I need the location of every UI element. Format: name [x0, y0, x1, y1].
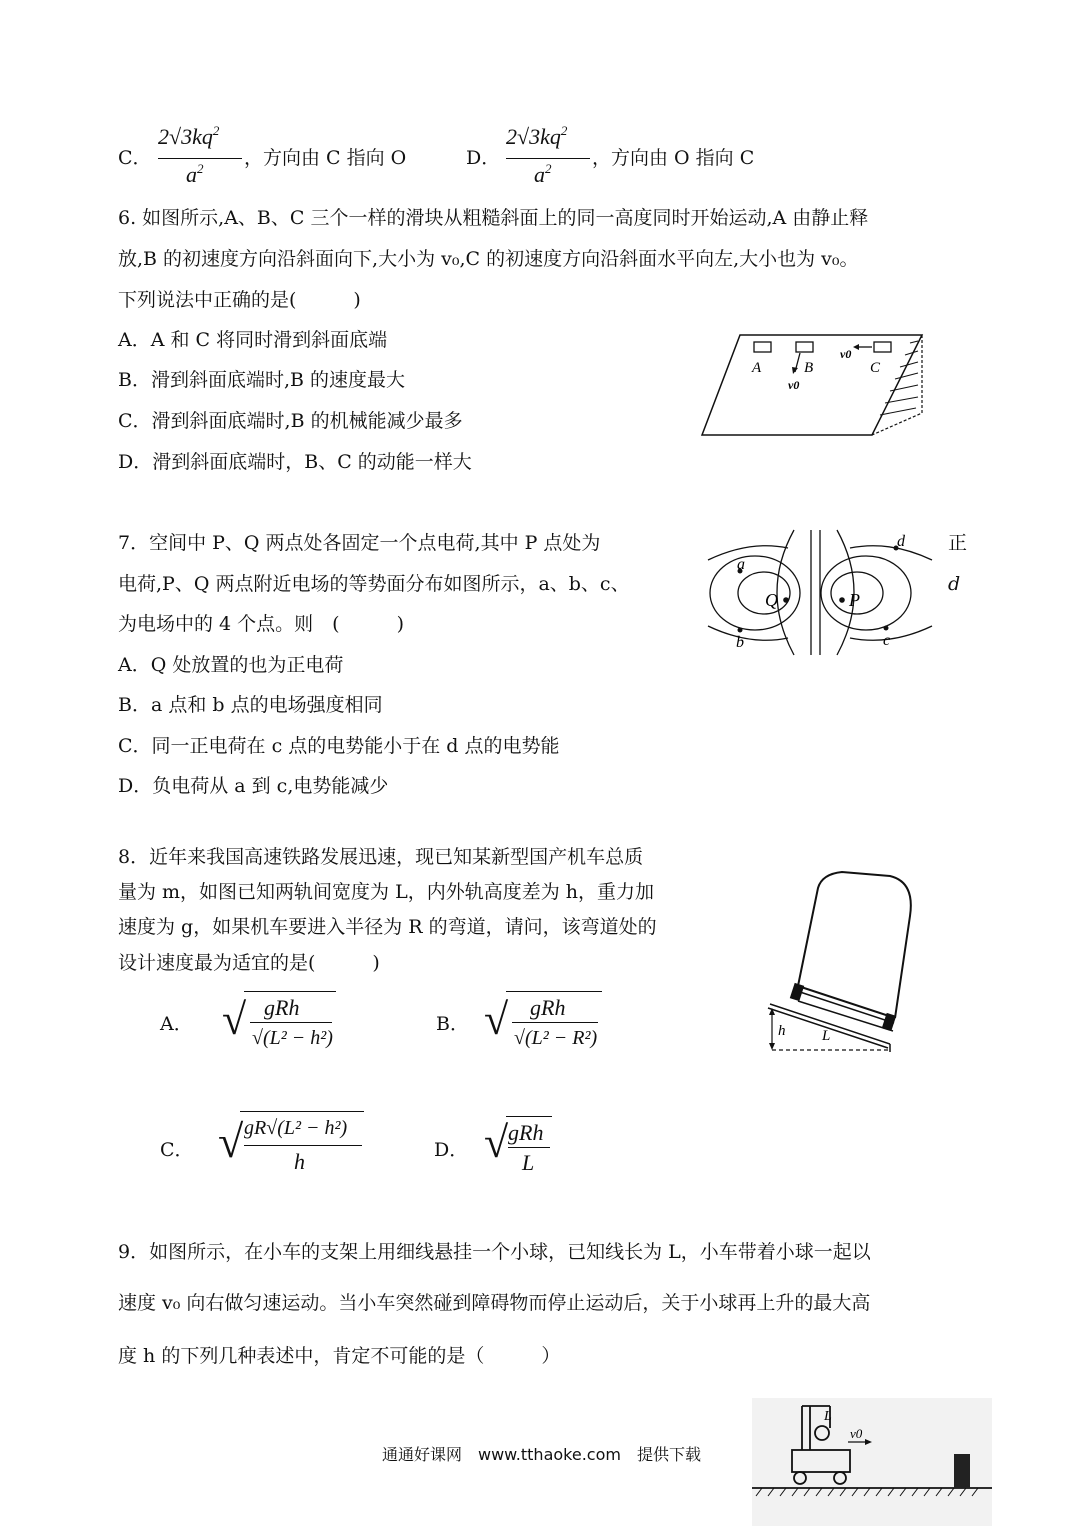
q8-stem-line4: 设计速度最为适宜的是( ): [118, 952, 380, 974]
q9-cart-figure: [752, 1398, 992, 1526]
q7-stem-line2-end: d: [948, 573, 961, 595]
q6-incline-figure: [700, 325, 930, 440]
q8-option-c-formula: √ gR√(L² − h²) h: [218, 1105, 368, 1183]
q5-option-c-text: ，方向由 C 指向 O: [244, 147, 407, 169]
q5-option-c-letter: C．: [118, 147, 152, 169]
q7-option-c: C．同一正电荷在 c 点的电势能小于在 d 点的电势能: [118, 735, 560, 757]
q9-fig-label-l: L: [824, 1409, 832, 1424]
q8-option-a-formula: √ gRh √(L² − h²): [222, 985, 342, 1061]
q7-stem-line1: 7．空间中 P、Q 两点处各固定一个点电荷,其中 P 点处为: [118, 532, 601, 554]
q7-fig-label-p: P: [849, 590, 860, 610]
q7-option-d: D．负电荷从 a 到 c,电势能减少: [118, 775, 389, 797]
q6-fig-label-a: A: [752, 360, 762, 376]
q7-fig-label-d: d: [897, 533, 905, 550]
q6-fig-label-b: B: [804, 360, 814, 376]
q6-option-d: D．滑到斜面底端时，B、C 的动能一样大: [118, 451, 472, 473]
q7-stem-line3: 为电场中的 4 个点。则 ( ): [118, 613, 404, 635]
q8-option-d-formula: √ gRh L: [484, 1110, 556, 1182]
q7-option-b: B．a 点和 b 点的电场强度相同: [118, 694, 383, 716]
q7-fig-label-c: c: [883, 632, 891, 649]
q7-option-a: A．Q 处放置的也为正电荷: [118, 654, 344, 676]
q7-fig-label-b: b: [736, 634, 744, 651]
q9-stem-line2: 速度 v₀ 向右做匀速运动。当小车突然碰到障碍物而停止运动后，关于小球再上升的最大高: [118, 1292, 871, 1314]
q8-fig-label-l: L: [822, 1028, 831, 1044]
q8-option-d-letter: D．: [434, 1139, 469, 1161]
q7-fig-label-q: Q: [765, 590, 778, 610]
q6-stem-line1: 6. 如图所示,A、B、C 三个一样的滑块从粗糙斜面上的同一高度同时开始运动,A 由静止释: [118, 207, 869, 229]
q7-stem-line1-end: 正: [948, 532, 968, 554]
q6-stem-line2: 放,B 的初速度方向沿斜面向下,大小为 v₀,C 的初速度方向沿斜面水平向左,大小也为 v₀。: [118, 248, 859, 270]
q9-stem-line1: 9．如图所示，在小车的支架上用细线悬挂一个小球，已知线长为 L，小车带着小球一起以: [118, 1241, 871, 1263]
q6-option-c: C．滑到斜面底端时,B 的机械能减少最多: [118, 410, 463, 432]
q8-train-figure: [760, 868, 960, 1058]
q8-stem-line2: 量为 m，如图已知两轨间宽度为 L，内外轨高度差为 h，重力加: [118, 881, 654, 903]
q9-fig-label-v0: v0: [850, 1426, 863, 1441]
q8-option-a-letter: A．: [160, 1013, 193, 1035]
q5-option-d-fraction: $2√3kq^2$ $a^2$: [506, 124, 590, 194]
q8-option-b-letter: B．: [436, 1013, 469, 1035]
q7-stem-line2: 电荷,P、Q 两点附近电场的等势面分布如图所示，a、b、c、: [118, 573, 630, 595]
q8-option-c-letter: C．: [160, 1139, 194, 1161]
q7-equipotential-figure: [700, 530, 940, 655]
q8-stem-line1: 8．近年来我国高速铁路发展迅速，现已知某新型国产机车总质: [118, 846, 644, 868]
q5-option-d-letter: D．: [466, 147, 501, 169]
q7-fig-label-a: a: [737, 556, 745, 573]
q6-option-a: A．A 和 C 将同时滑到斜面底端: [118, 329, 388, 351]
q6-fig-label-v0-b: v0: [788, 378, 800, 392]
q8-fig-label-h: h: [778, 1023, 786, 1039]
q8-option-b-formula: √ gRh √(L² − R²): [484, 985, 608, 1061]
q6-stem-line3: 下列说法中正确的是( ): [118, 289, 361, 311]
q5-option-c-fraction: $2√3kq^2$ $a^2$: [158, 124, 242, 194]
q6-option-b: B．滑到斜面底端时,B 的速度最大: [118, 369, 406, 391]
q5-option-d-text: ，方向由 O 指向 C: [592, 147, 755, 169]
page-footer: 通通好课网 www.tthaoke.com 提供下载: [382, 1445, 701, 1464]
q6-fig-label-v0-c: v0: [840, 347, 852, 361]
q9-stem-line3: 度 h 的下列几种表述中，肯定不可能的是（ ）: [118, 1345, 561, 1367]
q6-fig-label-c: C: [870, 360, 881, 376]
q8-stem-line3: 速度为 g，如果机车要进入半径为 R 的弯道，请问，该弯道处的: [118, 916, 657, 938]
